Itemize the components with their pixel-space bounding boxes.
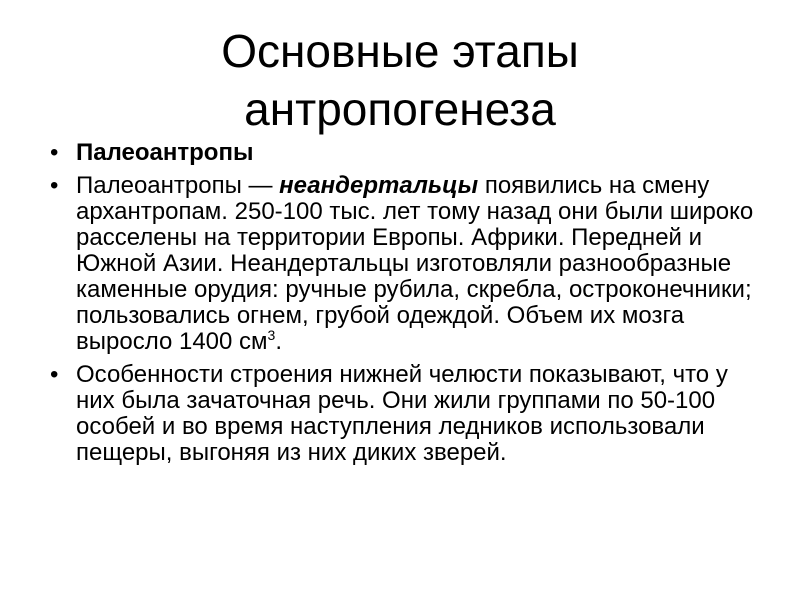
bullet-text: Палеоантропы: [76, 139, 254, 166]
bullet-list: [40, 140, 770, 473]
bullet-item-neanderthals: [40, 173, 770, 355]
bullet-emphasis: неандертальцы: [279, 172, 479, 199]
bullet-dot: •: [50, 361, 59, 388]
bullet-text: Особенности строения нижней челюсти показывают, что у них была зачаточная речь. Они жили группами по 50-100 особей и во время наступления ледников использовали пещеры, выгоняя из них диких зверей.: [76, 361, 728, 466]
superscript: 3: [267, 327, 276, 343]
title-line-1: Основные этапы: [221, 25, 579, 77]
bullet-item-paleoanthropes-heading: [40, 140, 770, 166]
slide-title: [0, 22, 800, 138]
bullet-text-end: .: [275, 328, 283, 355]
bullet-dot: •: [50, 139, 59, 166]
bullet-text-part2: появились на смену архантропам. 250-100 тыс. лет тому назад они были широко расселены на территории Европы. Африки. Передней и Южной Азии. Неандертальцы изготовляли разнообразные каменные орудия: ручные рубила, скребла, остроконечники; пользовались огнем, грубой одеждой. Объем их мозга выросло 1400 см: [76, 172, 754, 355]
bullet-item-jaw-speech: [40, 362, 770, 466]
bullet-dot: •: [50, 172, 59, 199]
title-line-2: антропогенеза: [244, 83, 556, 135]
bullet-text-part1: Палеоантропы —: [76, 172, 280, 199]
